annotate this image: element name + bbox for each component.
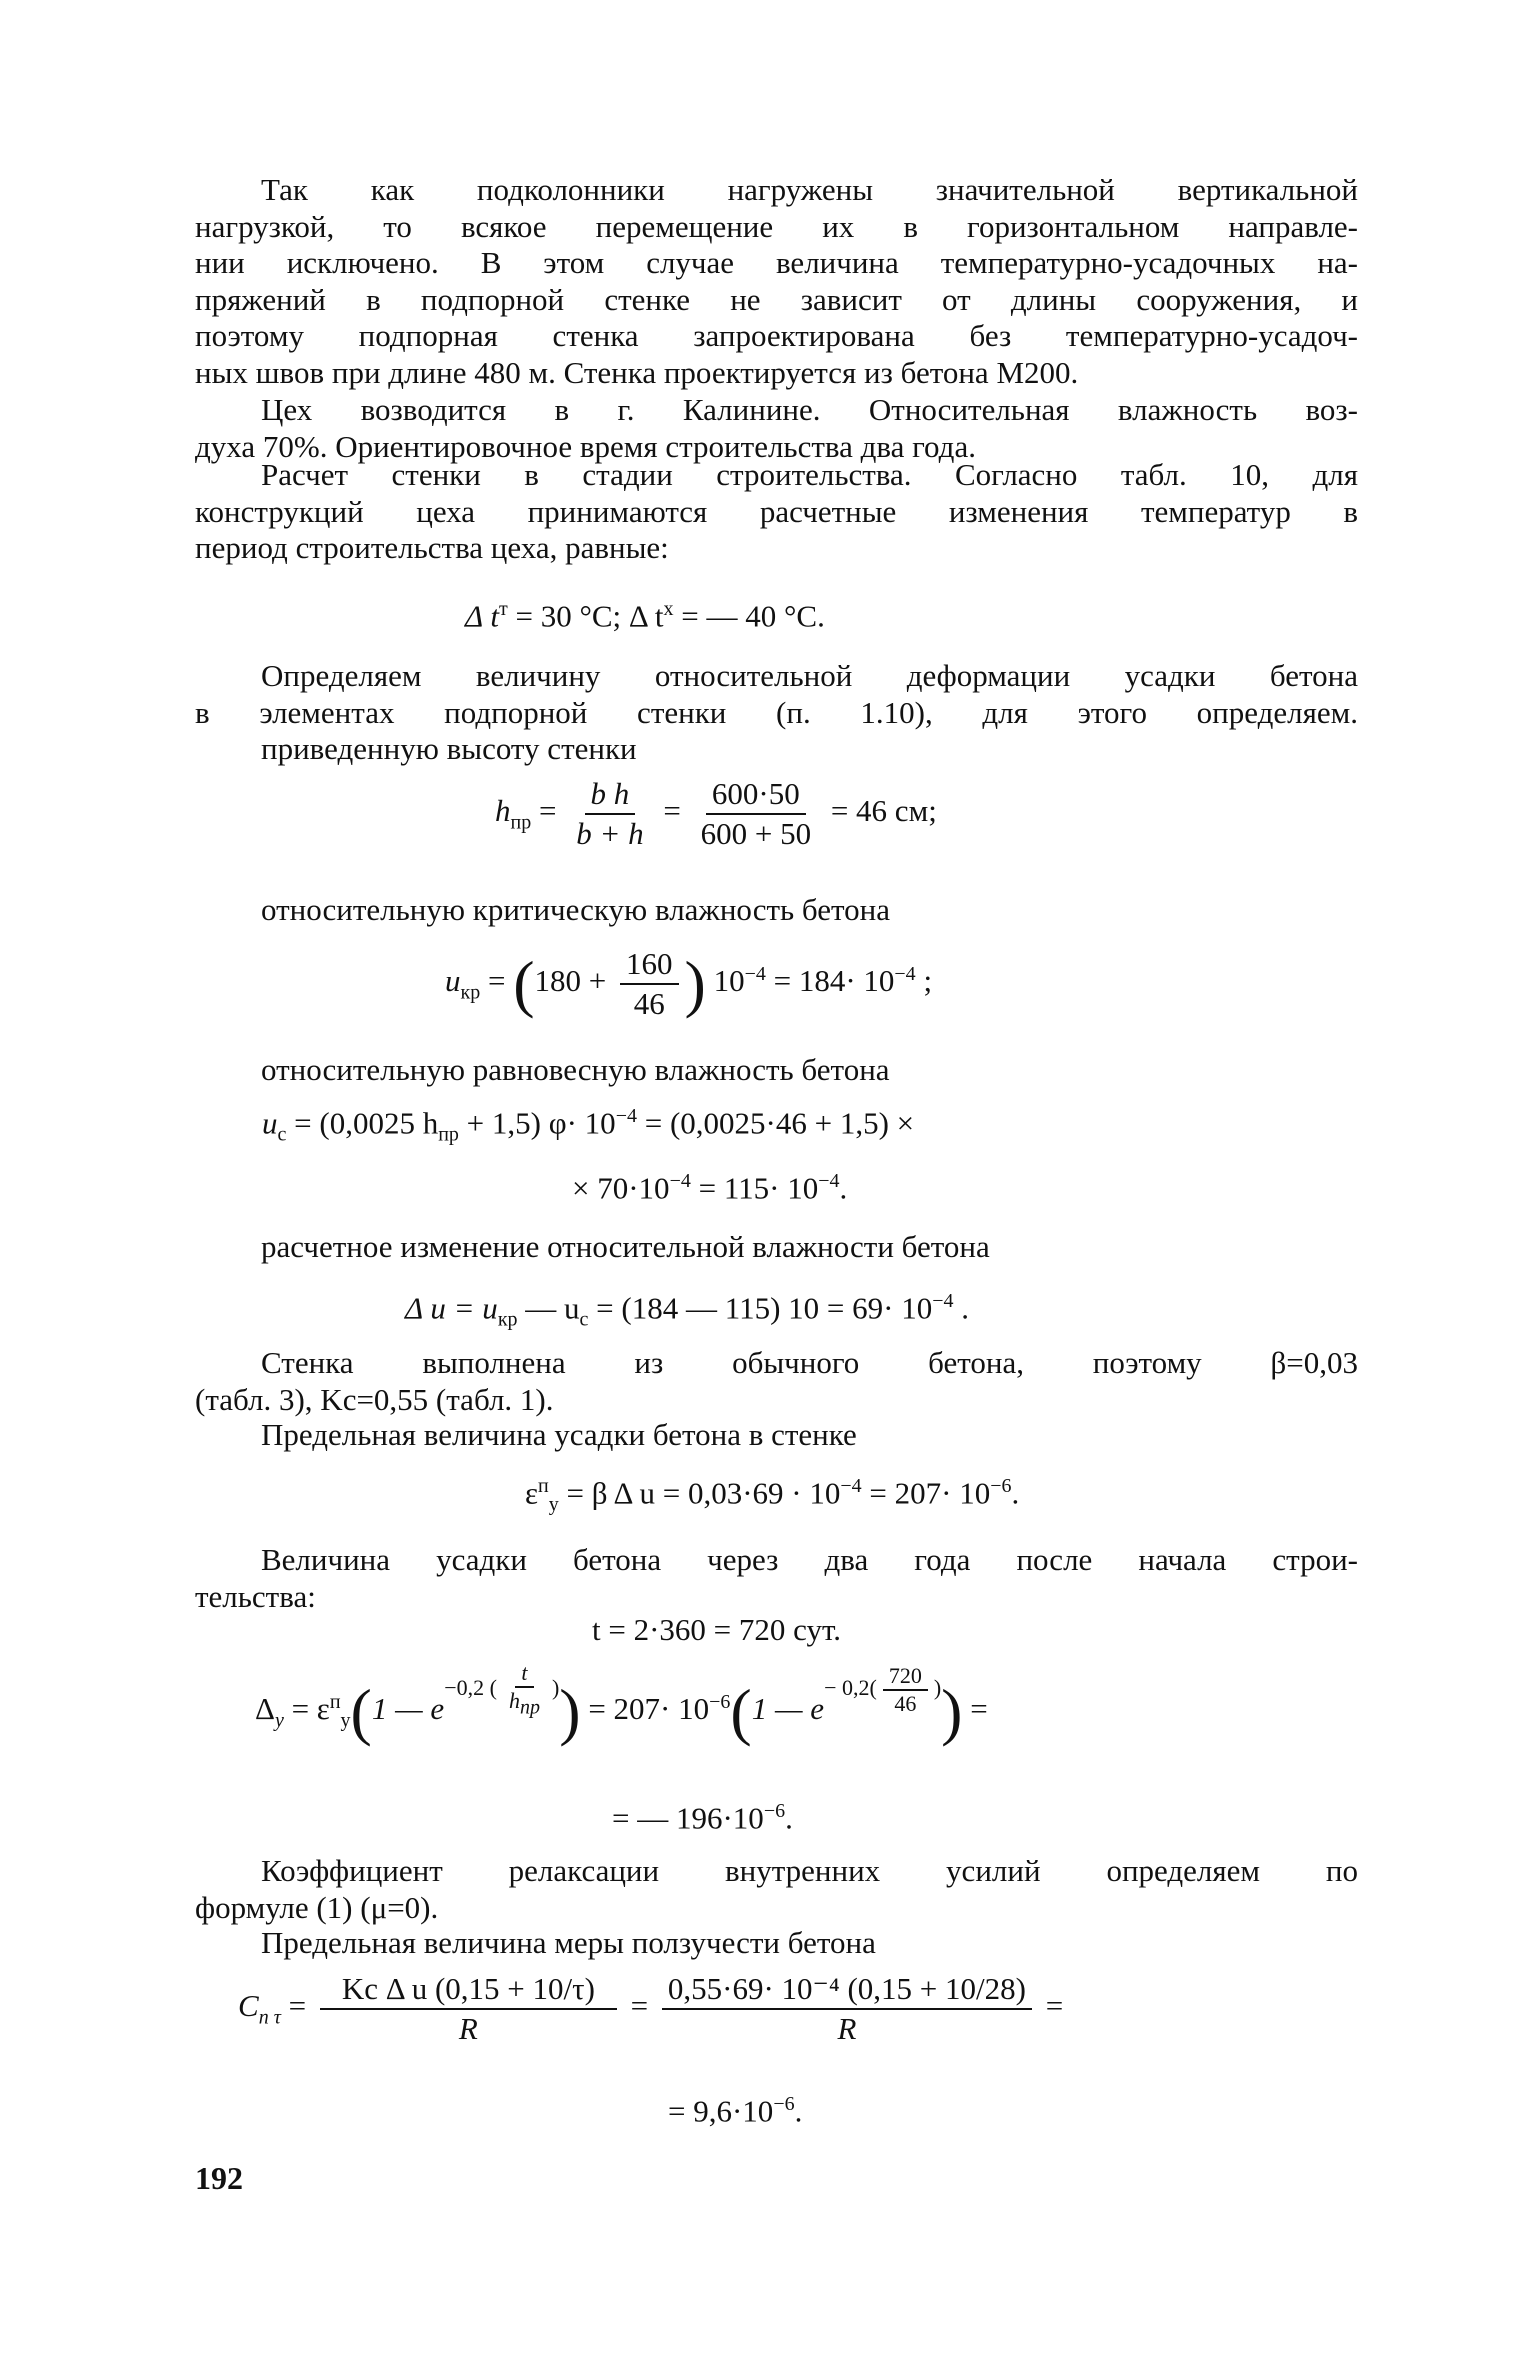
- text-line: тельства:: [195, 1578, 316, 1614]
- formula-delta-t: [465, 598, 825, 634]
- paragraph-12: [195, 1925, 1358, 1962]
- page-number: 192: [195, 2160, 243, 2196]
- f: −6: [773, 2093, 795, 2115]
- formula-u-kr: [445, 945, 932, 1023]
- text-line: конструкций цеха принимаются расчетные изменения температур в: [195, 493, 1358, 529]
- f: b + h: [576, 816, 644, 851]
- formula-t: [592, 1612, 841, 1648]
- formula-h-pr: [495, 775, 937, 853]
- f: = — 196·10: [612, 1800, 764, 1836]
- text-line: нагрузкой, то всякое перемещение их в горизонтальном направле-: [195, 208, 1358, 244]
- f: =: [531, 793, 565, 829]
- f: — u: [517, 1290, 580, 1326]
- f: =: [480, 963, 514, 999]
- f: ): [684, 948, 706, 1019]
- f: = 30 °С; Δ t: [507, 598, 664, 634]
- f: × 70·10: [572, 1170, 670, 1206]
- f: пр: [510, 811, 532, 834]
- f: 1 — e: [751, 1691, 825, 1727]
- f: 180 +: [534, 963, 614, 999]
- text-line: Так как подколонники нагружены значительной вертикальной: [261, 172, 1358, 207]
- formula-epsilon: [525, 1475, 1019, 1517]
- text-line: нии исключено. В этом случае величина температурно-усадочных на-: [195, 245, 1358, 280]
- f: −4: [615, 1105, 637, 1127]
- paragraph-11: [195, 1853, 1358, 1926]
- f: с: [277, 1123, 287, 1146]
- f: п: [329, 1690, 341, 1713]
- f: + 1,5) φ· 10: [458, 1105, 616, 1141]
- f: 0,55·69· 10⁻⁴ (0,15 + 10/28): [662, 1970, 1032, 2010]
- f: т: [499, 598, 508, 620]
- f: −0,2: [444, 1675, 485, 1701]
- f: = 115· 10: [690, 1170, 819, 1206]
- paragraph-3: [195, 457, 1358, 567]
- f: .: [1011, 1475, 1020, 1511]
- f: 720: [883, 1663, 928, 1691]
- paragraph-10: [195, 1542, 1358, 1615]
- paragraph-8: [195, 1345, 1358, 1418]
- f: 1 — e: [371, 1691, 445, 1727]
- text-line: относительную равновесную влажность бетона: [261, 1052, 890, 1087]
- f: .: [953, 1290, 969, 1326]
- paragraph-1: [195, 172, 1358, 391]
- formula-u-c-line1: [262, 1105, 914, 1147]
- f: (: [513, 948, 535, 1019]
- f: t: [515, 1660, 533, 1688]
- f: C: [238, 1988, 259, 2024]
- f: п: [538, 1475, 549, 1497]
- text-line: Величина усадки бетона через два года после начала строи-: [261, 1542, 1358, 1577]
- text-line: духа 70%. Ориентировочное время строительства два года.: [195, 428, 976, 464]
- f: =: [1045, 1988, 1064, 2024]
- f: −4: [840, 1475, 862, 1497]
- f: Δ: [255, 1691, 275, 1727]
- text-line: расчетное изменение относительной влажности бетона: [261, 1229, 990, 1264]
- paragraph-4: [195, 658, 1358, 768]
- text-line: Цех возводится в г. Калинине. Относительная влажность воз-: [261, 392, 1358, 427]
- text-line: Расчет стенки в стадии строительства. Согласно табл. 10, для: [261, 457, 1358, 492]
- text-line: Предельная величина меры ползучести бетона: [261, 1925, 876, 1960]
- text-line: пряжений в подпорной стенке не зависит от длины сооружения, и: [195, 281, 1358, 317]
- formula-creep-result: [668, 2093, 802, 2129]
- paragraph-5: [195, 892, 1358, 929]
- f: R: [837, 2011, 857, 2046]
- f: = 207· 10: [861, 1475, 991, 1511]
- f: −4: [818, 1170, 840, 1192]
- f: 600·50: [706, 775, 806, 815]
- f: кр: [460, 981, 481, 1004]
- f: = β Δ u = 0,03·69 · 10: [558, 1475, 841, 1511]
- text-line: относительную критическую влажность бетона: [261, 892, 891, 927]
- f: 10: [705, 963, 745, 999]
- f: с: [579, 1308, 589, 1331]
- f: Δ u = u: [405, 1290, 498, 1326]
- f: пр: [438, 1123, 459, 1146]
- f: R: [458, 2011, 478, 2046]
- text-line: Стенка выполнена из обычного бетона, поэтому β=0,03: [261, 1345, 1358, 1380]
- f: Δ t: [465, 598, 499, 634]
- f: −4: [932, 1290, 954, 1312]
- text-line: Предельная величина усадки бетона в стенке: [261, 1417, 857, 1452]
- f: y: [274, 1709, 284, 1732]
- text-line: приведенную высоту стенки: [261, 731, 637, 766]
- f: 46: [894, 1691, 917, 1717]
- f: h: [508, 1688, 520, 1713]
- f: = (0,0025 h: [286, 1105, 439, 1141]
- f: 600 + 50: [700, 816, 812, 851]
- f: .: [785, 1800, 793, 1836]
- text-line: Коэффициент релаксации внутренних усилий определяем по: [261, 1853, 1358, 1888]
- paragraph-6: [195, 1052, 1358, 1089]
- f: ;: [915, 963, 933, 999]
- f: = 46 см;: [830, 793, 937, 829]
- f: п τ: [258, 2006, 281, 2029]
- f: кр: [497, 1308, 518, 1331]
- f: = (184 — 115) 10 = 69· 10: [588, 1290, 933, 1326]
- text-line: Определяем величину относительной деформации усадки бетона: [261, 658, 1358, 693]
- f: = 184· 10: [765, 963, 895, 999]
- formula-delta-y: $\Delta_y = \varepsilon^п_y(1$ — e−0,2 ( $\frac{t}{h_{пр}}$ )) = $207\cdot 10^{-6}(1$ — e− 0,2( $\frac{720}{46}$ )) =: [255, 1660, 988, 1748]
- f: t = 2·360 = 720 сут.: [592, 1612, 841, 1647]
- f: пр: [519, 1696, 540, 1719]
- f: y: [340, 1709, 351, 1732]
- f: = 9,6·10: [668, 2093, 774, 2129]
- f: −4: [669, 1170, 691, 1192]
- f: u: [262, 1105, 278, 1141]
- f: у: [548, 1493, 559, 1516]
- text-line: ных швов при длине 480 м. Стенка проектируется из бетона М200.: [195, 354, 1079, 390]
- f: −6: [990, 1475, 1012, 1497]
- f: b h: [585, 775, 636, 815]
- f: = 207· 10: [580, 1691, 710, 1727]
- f: =: [962, 1691, 988, 1727]
- f: =: [630, 1988, 656, 2024]
- f: ε: [525, 1475, 539, 1511]
- f: .: [839, 1170, 848, 1206]
- f: −4: [744, 962, 766, 985]
- text-line: формуле (1) (μ=0).: [195, 1889, 439, 1925]
- formula-u-c-line2: [572, 1170, 847, 1206]
- f: −6: [709, 1690, 731, 1713]
- f: =: [280, 1988, 314, 2024]
- f: = — 40 °С.: [673, 598, 825, 634]
- f: h: [495, 793, 511, 829]
- f: =: [663, 793, 689, 829]
- f: u: [445, 963, 461, 999]
- f: .: [794, 2093, 803, 2129]
- formula-delta-u: [405, 1290, 969, 1332]
- f: −4: [894, 962, 916, 985]
- paragraph-7: [195, 1229, 1358, 1266]
- text-line: в элементах подпорной стенки (п. 1.10), для этого определяем.: [195, 694, 1358, 730]
- text-line: поэтому подпорная стенка запроектирована без температурно-усадоч-: [195, 318, 1358, 353]
- f: 46: [633, 986, 665, 1021]
- f: Kс Δ u (0,15 + 10/τ): [320, 1970, 617, 2010]
- paragraph-9: [195, 1417, 1358, 1454]
- formula-delta-y-result: [612, 1800, 793, 1836]
- f: −6: [763, 1800, 786, 1822]
- text-line: (табл. 3), Kс=0,55 (табл. 1).: [195, 1381, 554, 1417]
- f: − 0,2: [824, 1675, 870, 1701]
- text-line: период строительства цеха, равные:: [195, 530, 669, 565]
- f: х: [663, 598, 674, 620]
- f: = ε: [283, 1691, 330, 1727]
- f: = (0,0025·46 + 1,5) ×: [636, 1105, 915, 1141]
- formula-creep: [238, 1970, 1063, 2048]
- paragraph-2: [195, 392, 1358, 465]
- f: 160: [620, 945, 679, 985]
